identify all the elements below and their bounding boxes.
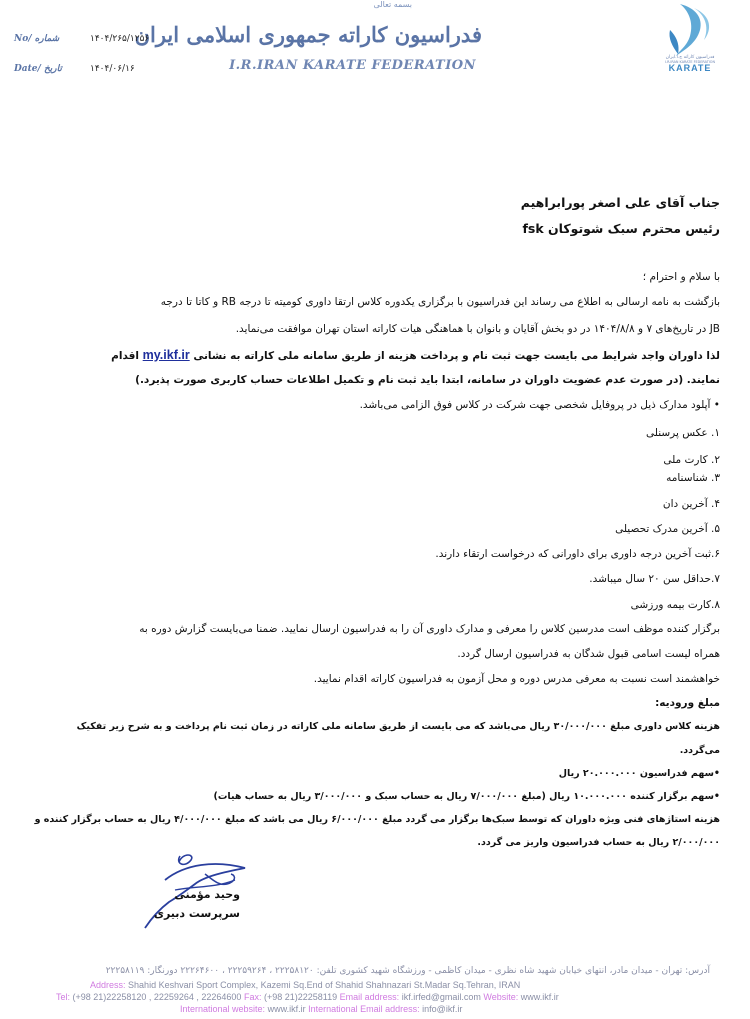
address-label: Address: bbox=[90, 980, 126, 990]
letter-number-row bbox=[14, 34, 150, 44]
letter-date-value: ۱۴۰۴/۰۶/۱۶ bbox=[90, 64, 135, 74]
list-item: ۸.کارت بیمه ورزشی bbox=[630, 599, 720, 611]
ikf-portal-link[interactable]: my.ikf.ir bbox=[142, 348, 190, 362]
list-item: ۴. آخرین دان bbox=[662, 498, 720, 510]
karate-federation-logo-icon bbox=[650, 0, 730, 72]
list-item: ۵. آخرین مدرک تحصیلی bbox=[615, 523, 720, 535]
website-value[interactable]: www.ikf.ir bbox=[520, 992, 559, 1002]
list-item: ۶.ثبت آخرین درجه داوری برای داورانی که درخواست ارتقاء دارند. bbox=[435, 548, 720, 560]
fee-heading: مبلغ ورودیه: bbox=[655, 697, 720, 709]
address-value: Shahid Keshvari Sport Complex, Kazemi Sq.End of Shahid Shahnazari St.Madar Sq.Tehran, IRAN bbox=[128, 980, 521, 990]
greeting: با سلام و احترام ؛ bbox=[642, 271, 720, 283]
paragraph-2-line-2: نمایند. (در صورت عدم عضویت داوران در سامانه، ابتدا باید ثبت نام و تکمیل اطلاعات حساب کاربری صورت پذیرد.) bbox=[135, 374, 720, 386]
logo-word: KARATE bbox=[668, 63, 712, 72]
logo-text-fa: فدراسیون کاراته ج.ا.ایران bbox=[665, 55, 715, 60]
fee-line-3: هزینه استاژهای فنی ویژه داوران که توسط سبک‌ها برگزار می گردد مبلغ ۶/۰۰۰/۰۰۰ ریال می باشد که مبلغ ۴/۰۰۰/۰۰۰ ریال به حساب برگزار کننده و bbox=[34, 814, 720, 825]
federation-name-fa: فدراسیون کاراته جمهوری اسلامی ایران bbox=[134, 22, 482, 47]
letter-number-label: No/ شماره bbox=[14, 34, 60, 44]
fax-label: Fax: bbox=[243, 992, 262, 1002]
fee-share-federation: •سهم فدراسیون ۲۰.۰۰۰.۰۰۰ ریال bbox=[558, 768, 720, 779]
paragraph-1-line-2: JB در تاریخ‌های ۷ و ۱۴۰۴/۸/۸ در دو بخش آقایان و بانوان با هماهنگی هیات کاراته استان تهران موافقت می‌نماید. bbox=[235, 323, 720, 335]
upload-note: • آپلود مدارک ذیل در پروفایل شخصی جهت شرکت در کلاس فوق الزامی می‌باشد. bbox=[359, 399, 720, 411]
list-item: ۱. عکس پرسنلی bbox=[645, 427, 720, 439]
footer-address-en bbox=[90, 980, 520, 990]
letterhead bbox=[0, 0, 750, 90]
footer-address-fa: آدرس: تهران - میدان مادر، انتهای خیابان شهید شاه نظری - میدان کاظمی - ورزشگاه شهید کشوری تلفن: ۲۲۲۵۸۱۲۰ ، ۲۲۲۵۹۲۶۴ ، ۲۲۲۶۴۶۰۰ دورنگار: ۲۲۲۵۸۱۱۹ bbox=[105, 966, 710, 976]
letter-number-value: ۱۴۰۴/۲۶۵/۱۲۵۶ bbox=[90, 34, 150, 44]
recipient-title: رئیس محترم سبک شوتوکان fsk bbox=[522, 221, 720, 236]
paragraph-2-text-a: لذا داوران واجد شرایط می بایست جهت ثبت نام و پرداخت هزینه از طریق سامانه ملی کاراته به نشانی bbox=[193, 350, 720, 362]
list-item: ۲. کارت ملی bbox=[663, 454, 720, 466]
website-label: Website: bbox=[483, 992, 519, 1002]
list-item: ۷.حداقل سن ۲۰ سال میباشد. bbox=[589, 573, 720, 585]
paragraph-1-line-1: بازگشت به نامه ارسالی به اطلاع می رساند این فدراسیون با برگزاری یکدوره کلاس ارتقا داوری کومیته تا درجه RB و کاتا تا درجه bbox=[160, 296, 720, 308]
organizer-line-1: برگزار کننده موظف است مدرسین کلاس را معرفی و مدارک داوری آن را به فدراسیون ارسال نمایید. ضمنا می‌بایست گزارش دوره به bbox=[139, 623, 720, 635]
email-label: Email address: bbox=[339, 992, 400, 1002]
tel-value: (+98 21)22258120 , 22259264 , 22264600 bbox=[72, 992, 242, 1002]
recipient-name: جناب آقای علی اصغر پورابراهیم bbox=[520, 195, 720, 210]
letter-date-label: Date/ تاریخ bbox=[14, 64, 62, 74]
fee-line-2: می‌گردد. bbox=[679, 745, 720, 756]
fax-value: (+98 21)22258119 bbox=[263, 992, 338, 1002]
tel-label: Tel: bbox=[56, 992, 71, 1002]
organizer-line-2: همراه لیست اسامی قبول شدگان به فدراسیون ارسال گردد. bbox=[457, 648, 720, 660]
signer-title: سرپرست دبیری bbox=[153, 907, 240, 920]
footer-contacts bbox=[56, 992, 559, 1002]
fee-share-organizer: •سهم برگزار کننده ۱۰.۰۰۰.۰۰۰ ریال (مبلغ ۷/۰۰۰/۰۰۰ ریال به حساب سبک و ۳/۰۰۰/۰۰۰ ریال به حساب هیات) bbox=[213, 791, 720, 802]
intl-website-label: International website: bbox=[180, 1004, 266, 1014]
footer-international bbox=[180, 1004, 462, 1014]
fee-line-4: ۲/۰۰۰/۰۰۰ ریال به حساب فدراسیون واریز می گردد. bbox=[477, 837, 720, 848]
header-basmala: بسمه تعالی bbox=[373, 0, 412, 9]
intl-website-value[interactable]: www.ikf.ir bbox=[267, 1004, 306, 1014]
paragraph-2-text-b: اقدام bbox=[111, 350, 140, 362]
fee-line-1: هزینه کلاس داوری مبلغ ۳۰/۰۰۰/۰۰۰ ریال می‌باشد که می بایست از طریق سامانه ملی کاراته در زمان ثبت نام پرداخت و به شرح زیر تفکیک bbox=[76, 721, 720, 732]
intl-email-label: International Email address: bbox=[308, 1004, 420, 1014]
list-item: ۳. شناسنامه bbox=[666, 472, 720, 484]
intl-email-value[interactable]: info@ikf.ir bbox=[422, 1004, 463, 1014]
email-value[interactable]: ikf.irfed@gmail.com bbox=[401, 992, 481, 1002]
logo-text-en: I.R.IRAN KARATE FEDERATION bbox=[665, 60, 715, 64]
federation-name-en: I.R.IRAN KARATE FEDERATION bbox=[229, 58, 476, 73]
signer-name: وحید مؤمنی bbox=[174, 888, 240, 901]
letter-date-row bbox=[14, 64, 135, 74]
paragraph-2-line-1 bbox=[111, 348, 720, 363]
request-line: خواهشمند است نسبت به معرفی مدرس دوره و محل آزمون به فدراسیون کاراته اقدام نمایید. bbox=[313, 673, 720, 685]
